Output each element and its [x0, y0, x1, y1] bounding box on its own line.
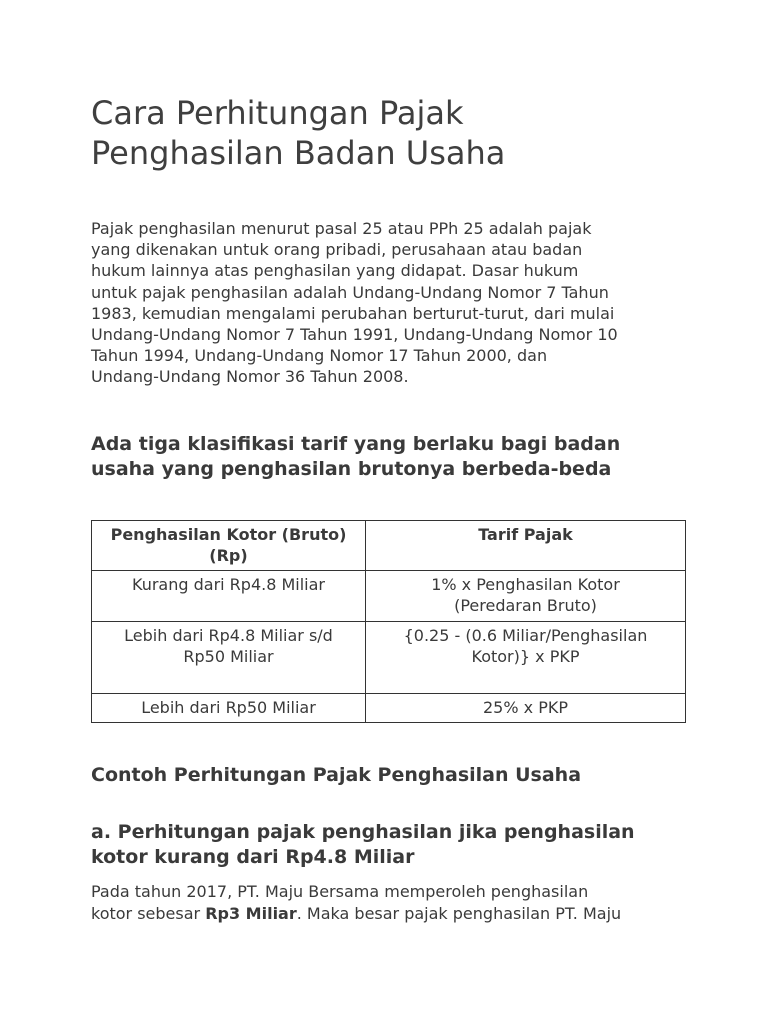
intro-line: Undang-Undang Nomor 36 Tahun 2008.	[91, 367, 409, 387]
income-cell	[92, 571, 366, 622]
example-amount-bold: Rp3 Miliar	[205, 903, 297, 923]
intro-paragraph	[91, 218, 686, 388]
income-text: Rp50 Miliar	[183, 647, 274, 666]
table-header-row	[92, 521, 686, 571]
example-heading-text: Contoh Perhitungan Pajak Penghasilan Usaha	[91, 764, 582, 786]
rate-text: 1% x Penghasilan Kotor	[431, 575, 620, 594]
example-subheading	[91, 820, 686, 870]
intro-line: Tahun 1994, Undang-Undang Nomor 17 Tahun 2000, dan	[91, 346, 548, 366]
header-gross-income-line-1: Penghasilan Kotor (Bruto)	[110, 525, 347, 544]
header-gross-income-line-2: (Rp)	[209, 546, 248, 565]
table-row	[92, 694, 686, 723]
example-text-after: . Maka besar pajak penghasilan PT. Maju	[296, 903, 622, 923]
income-cell	[92, 694, 366, 723]
intro-line: hukum lainnya atas penghasilan yang didapat. Dasar hukum	[91, 261, 579, 281]
table-row	[92, 571, 686, 622]
page-title-line-2: Penghasilan Badan Usaha	[91, 134, 506, 172]
example-text-before: kotor sebesar	[91, 903, 206, 923]
page-title	[91, 93, 686, 173]
classification-heading-line-2: usaha yang penghasilan brutonya berbeda-beda	[91, 458, 612, 480]
rate-cell	[366, 694, 686, 723]
table-row	[92, 622, 686, 694]
rate-text: {0.25 - (0.6 Miliar/Penghasilan	[403, 626, 648, 645]
income-cell	[92, 622, 366, 694]
income-text: Lebih dari Rp4.8 Miliar s/d	[124, 626, 333, 645]
page-title-line-1: Cara Perhitungan Pajak	[91, 94, 464, 132]
header-tax-rate	[366, 521, 686, 571]
header-gross-income	[92, 521, 366, 571]
intro-line: Pajak penghasilan menurut pasal 25 atau PPh 25 adalah pajak	[91, 219, 592, 238]
example-heading	[91, 763, 686, 788]
tax-rate-table	[91, 520, 686, 723]
rate-text: 25% x PKP	[483, 698, 568, 717]
intro-line: 1983, kemudian mengalami perubahan berturut-turut, dari mulai	[91, 303, 615, 323]
rate-text: Kotor)} x PKP	[471, 647, 580, 666]
income-text: Lebih dari Rp50 Miliar	[141, 698, 316, 717]
example-paragraph-line-2	[91, 903, 691, 925]
example-subheading-line-1: a. Perhitungan pajak penghasilan jika penghasilan	[91, 821, 635, 843]
rate-cell	[366, 571, 686, 622]
income-text: Kurang dari Rp4.8 Miliar	[132, 575, 325, 594]
rate-cell	[366, 622, 686, 694]
classification-heading-line-1: Ada tiga klasifikasi tarif yang berlaku bagi badan	[91, 433, 621, 455]
example-paragraph-line-1: Pada tahun 2017, PT. Maju Bersama memperoleh penghasilan	[91, 882, 589, 901]
intro-line: untuk pajak penghasilan adalah Undang-Undang Nomor 7 Tahun	[91, 282, 609, 302]
intro-line: Undang-Undang Nomor 7 Tahun 1991, Undang-Undang Nomor 10	[91, 325, 618, 345]
classification-heading	[91, 432, 686, 482]
example-paragraph	[91, 881, 691, 924]
intro-line: yang dikenakan untuk orang pribadi, perusahaan atau badan	[91, 240, 583, 260]
header-tax-rate-text: Tarif Pajak	[478, 525, 573, 544]
example-subheading-line-2: kotor kurang dari Rp4.8 Miliar	[91, 846, 415, 868]
rate-text: (Peredaran Bruto)	[454, 596, 597, 615]
